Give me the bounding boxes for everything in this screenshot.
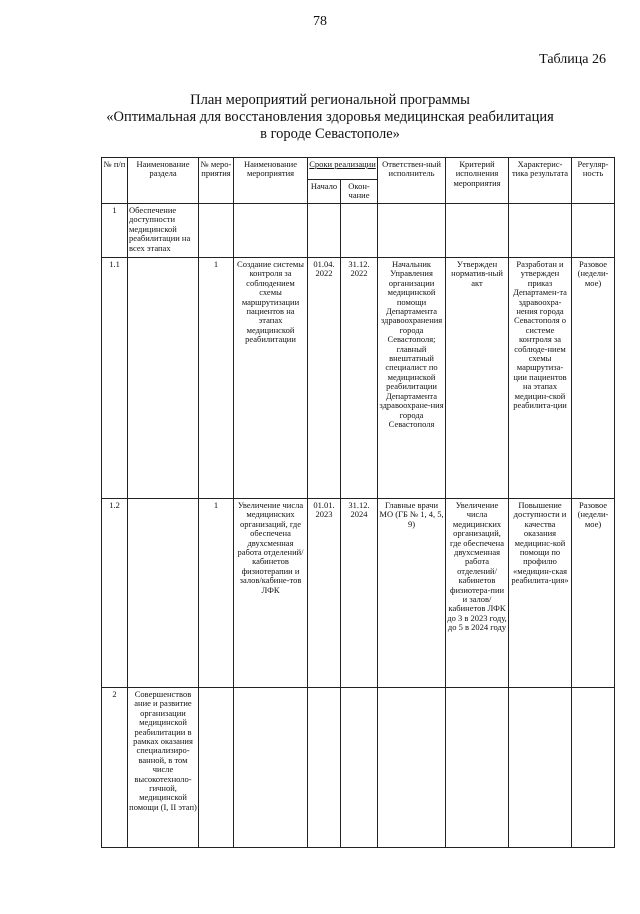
cell-criterion: Утвержден норматив-ный акт	[446, 258, 509, 499]
cell-result	[509, 204, 572, 258]
cell-section	[128, 258, 199, 499]
table-row	[102, 688, 615, 848]
page-title	[80, 92, 580, 143]
cell-num: 1.2	[102, 499, 128, 688]
cell-regularity: Разовое (недели-мое)	[572, 258, 615, 499]
cell-start: 01.01. 2023	[308, 499, 341, 688]
cell-measure-name	[234, 204, 308, 258]
cell-section: Обеспечение доступности медицинской реабилитации на всех этапах	[128, 204, 199, 258]
cell-regularity: Разовое (недели-мое)	[572, 499, 615, 688]
header-responsible: Ответствен-ный исполнитель	[378, 158, 446, 204]
title-line-3: в городе Севастополе»	[260, 126, 400, 142]
cell-start: 01.04. 2022	[308, 258, 341, 499]
cell-measure-no	[199, 688, 234, 848]
cell-end	[341, 204, 378, 258]
header-regularity: Регуляр-ность	[572, 158, 615, 204]
header-measure-no: № меро-приятия	[199, 158, 234, 204]
table-row	[102, 204, 615, 258]
header-result: Характерис-тика результата	[509, 158, 572, 204]
cell-measure-no: 1	[199, 258, 234, 499]
header-num: № п/п	[102, 158, 128, 204]
measures-table	[101, 157, 615, 848]
header-terms: Сроки реализации	[308, 158, 378, 180]
cell-end: 31.12. 2024	[341, 499, 378, 688]
cell-num: 1.1	[102, 258, 128, 499]
cell-criterion: Увеличение числа медицинских организаций, где обеспечена двухсменная работа отделений/ кабинетов физиотера-пии и залов/ кабинетов ЛФК до 3 в 2023 году, до 5 в 2024 году	[446, 499, 509, 688]
cell-measure-name: Увеличение числа медицинских организаций, где обеспечена двухсменная работа отделений/ кабинетов физиотерапии и залов/кабине-тов ЛФК	[234, 499, 308, 688]
table-label: Таблица 26	[539, 52, 606, 67]
cell-criterion	[446, 688, 509, 848]
cell-start	[308, 204, 341, 258]
cell-measure-name: Создание системы контроля за соблюдением схемы маршрутизации пациентов на этапах медицинской реабилитации	[234, 258, 308, 499]
cell-end	[341, 688, 378, 848]
cell-measure-no: 1	[199, 499, 234, 688]
cell-responsible	[378, 204, 446, 258]
table-row	[102, 258, 615, 499]
cell-criterion	[446, 204, 509, 258]
title-line-1: План мероприятий региональной программы	[190, 92, 470, 108]
cell-result: Разработан и утвержден приказ Департамен-та здравоохра-нения города Севастополя о системе контроля за соблюде-нием схемы маршрутиза-ции пациентов на этапах медицин-ской реабилита-ции	[509, 258, 572, 499]
header-end: Окон-чание	[341, 180, 378, 204]
cell-result: Повышение доступности и качества оказания медицинс-кой помощи по профилю «медицин-ская реабилита-ция»	[509, 499, 572, 688]
cell-regularity	[572, 204, 615, 258]
cell-result	[509, 688, 572, 848]
cell-responsible: Главные врачи МО (ГБ № 1, 4, 5, 9)	[378, 499, 446, 688]
cell-measure-name	[234, 688, 308, 848]
cell-start	[308, 688, 341, 848]
header-measure-name: Наименование мероприятия	[234, 158, 308, 204]
header-start: Начало	[308, 180, 341, 204]
header-criterion: Критерий исполнения мероприятия	[446, 158, 509, 204]
cell-section	[128, 499, 199, 688]
cell-regularity	[572, 688, 615, 848]
cell-measure-no	[199, 204, 234, 258]
page-number: 78	[313, 14, 327, 29]
cell-end: 31.12. 2022	[341, 258, 378, 499]
cell-responsible: Начальник Управления организации медицинской помощи Департамента здравоохранения города Севастополя; главный внештатный специалист по медицинской реабилитации Департамента здравоохране-ния города Севастополя	[378, 258, 446, 499]
title-line-2: «Оптимальная для восстановления здоровья медицинская реабилитация	[106, 109, 554, 125]
cell-num: 1	[102, 204, 128, 258]
table-row	[102, 499, 615, 688]
cell-section: Совершенствов ание и развитие организации медицинской реабилитации в рамках оказания специализиро-ванной, в том числе высокотехноло-гичной, медицинской помощи (I, II этап)	[128, 688, 199, 848]
cell-num: 2	[102, 688, 128, 848]
cell-responsible	[378, 688, 446, 848]
header-section: Наименование раздела	[128, 158, 199, 204]
